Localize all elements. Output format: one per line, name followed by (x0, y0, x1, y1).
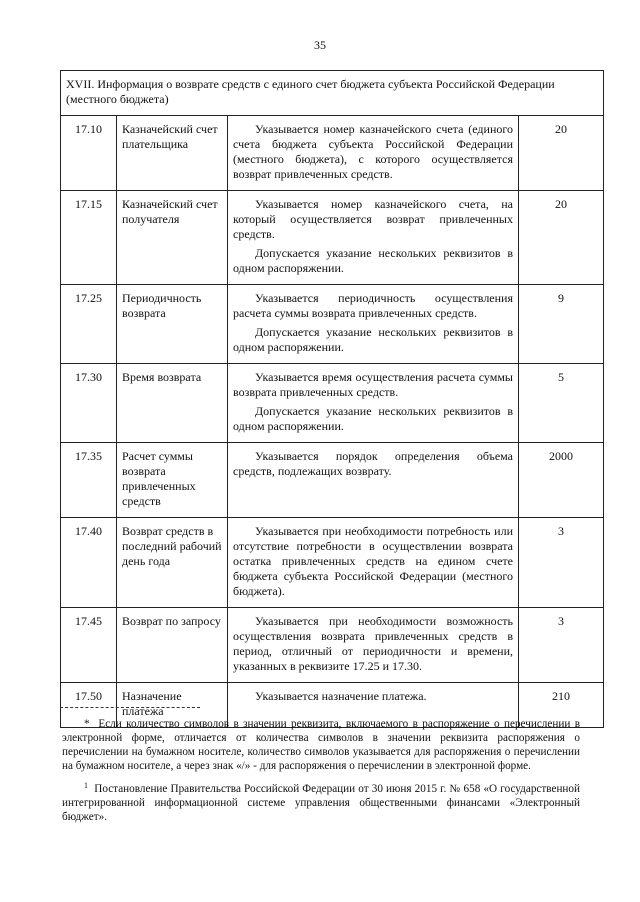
footnote-separator (60, 707, 200, 708)
table-row (61, 116, 604, 191)
description-paragraph: Указывается время осуществления расчета суммы возврата привлеченных средств. (233, 370, 513, 399)
table-row (61, 518, 604, 608)
description-paragraph: Допускается указание нескольких реквизитов в одном распоряжении. (233, 246, 513, 275)
footnote-mark: * (84, 718, 90, 730)
requisite-length: 20 (519, 191, 604, 285)
description-paragraph: Указывается назначение платежа. (255, 689, 427, 703)
footnotes (62, 717, 580, 830)
requisite-description (228, 191, 519, 285)
requisite-number: 17.35 (61, 443, 117, 518)
requisite-length: 3 (519, 518, 604, 608)
requisite-number: 17.25 (61, 285, 117, 364)
requisite-name: Расчет суммы возврата привлеченных средств (117, 443, 228, 518)
requisite-number: 17.40 (61, 518, 117, 608)
requisite-description (228, 364, 519, 443)
footnote-text: Постановление Правительства Российской Федерации от 30 июня 2015 г. № 658 «О государственной интегрированной информационной системе управления общественными финансами «Электронный бюджет». (62, 783, 581, 823)
table-row (61, 364, 604, 443)
footnote-asterisk (62, 717, 580, 773)
requisite-description (228, 443, 519, 518)
table-row (61, 608, 604, 683)
requisite-description (228, 285, 519, 364)
table-row (61, 191, 604, 285)
section-header-row (61, 71, 604, 116)
requisite-length: 5 (519, 364, 604, 443)
description-paragraph: Указывается номер казначейского счета, на который осуществляется возврат привлеченных средств. (233, 197, 513, 241)
requisite-name: Возврат средств в последний рабочий день года (117, 518, 228, 608)
requisite-description (228, 518, 519, 608)
requisite-number: 17.15 (61, 191, 117, 285)
description-paragraph: Допускается указание нескольких реквизитов в одном распоряжении. (233, 325, 513, 354)
requisite-name: Казначейский счет получателя (117, 191, 228, 285)
requisites-table (60, 70, 604, 728)
requisite-length: 3 (519, 608, 604, 683)
footnote-text: Если количество символов в значении реквизита, включаемого в распоряжение о перечислении в электронной форме, отличается от количества символов в значении реквизита распоряжения о перечислении на бумажном носителе, количество символов указывается для распоряжения о перечислении на бумажном носителе, а через знак «/» - для распоряжения о перечислении в электронной форме. (62, 718, 580, 772)
requisite-number: 17.30 (61, 364, 117, 443)
requisite-description (228, 608, 519, 683)
footnote-1 (62, 779, 580, 824)
requisite-length: 2000 (519, 443, 604, 518)
requisite-length: 20 (519, 116, 604, 191)
requisite-name: Время возврата (117, 364, 228, 443)
requisite-number: 17.45 (61, 608, 117, 683)
page-number: 35 (314, 38, 326, 52)
description-paragraph: Указывается при необходимости возможность осуществления возврата привлеченных средств в период, отличный от периодичности и времени, указанных в реквизите 17.25 и 17.30. (233, 614, 513, 673)
requisite-name: Периодичность возврата (117, 285, 228, 364)
requisite-name: Казначейский счет плательщика (117, 116, 228, 191)
description-paragraph: Указывается порядок определения объема средств, подлежащих возврату. (233, 449, 513, 478)
description-paragraph: Указывается номер казначейского счета (единого счета бюджета субъекта Российской Федерации (местного бюджета), с которого осуществляется возврат привлеченных средств. (233, 122, 513, 181)
requisite-description (228, 116, 519, 191)
section-title: XVII. Информация о возврате средств с единого счет бюджета субъекта Российской Федерации (местного бюджета) (61, 71, 604, 116)
requisite-number: 17.50 (61, 683, 117, 728)
requisite-name: Назначение платежа (117, 683, 228, 728)
description-paragraph: Указывается при необходимости потребность или отсутствие потребности в осуществлении возврата остатка привлеченных средств на едином счете бюджета субъекта Российской Федерации (местного бюджета). (233, 524, 513, 598)
footnote-mark: 1 (84, 781, 88, 790)
requisite-number: 17.10 (61, 116, 117, 191)
description-paragraph: Указывается периодичность осуществления расчета суммы возврата привлеченных средств. (233, 291, 513, 320)
requisite-name: Возврат по запросу (117, 608, 228, 683)
table-row (61, 443, 604, 518)
requisite-length: 210 (519, 683, 604, 728)
requisite-length: 9 (519, 285, 604, 364)
table-row (61, 285, 604, 364)
description-paragraph: Допускается указание нескольких реквизитов в одном распоряжении. (233, 404, 513, 433)
